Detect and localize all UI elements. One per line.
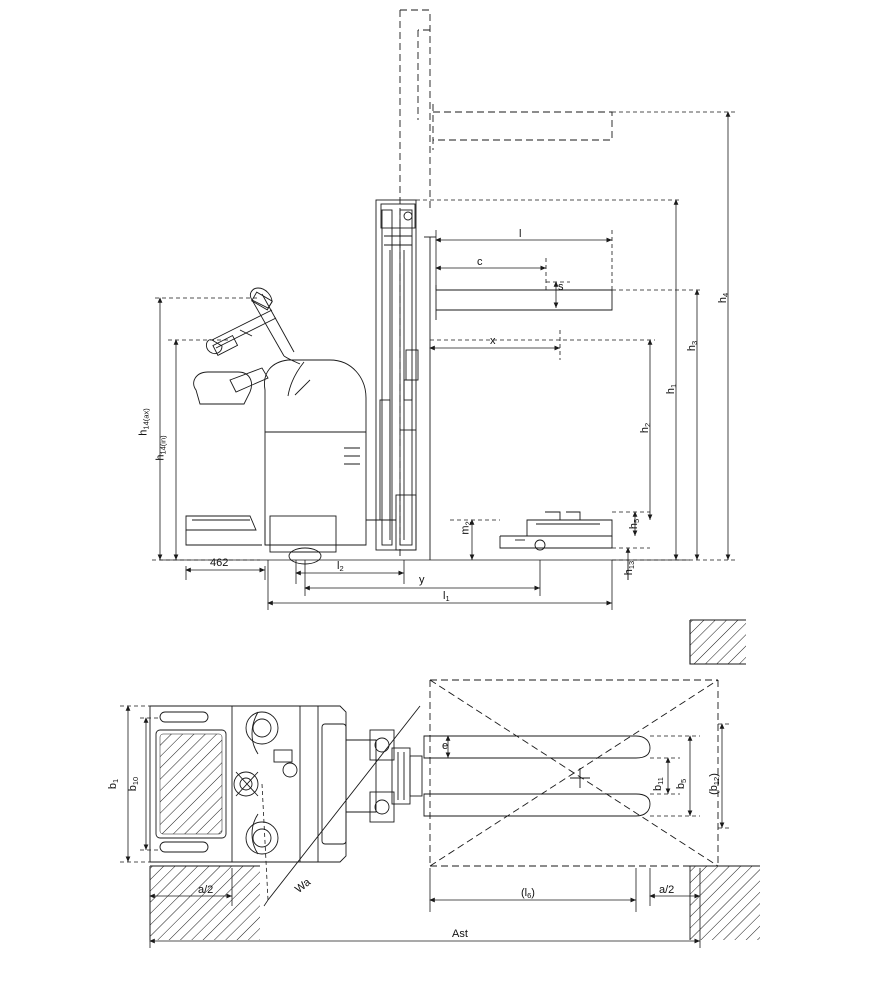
dim-label-s: s xyxy=(558,281,564,293)
dim-label-b11: $b_{11}$ xyxy=(651,777,665,791)
plan-chassis xyxy=(150,706,422,862)
plan-forks xyxy=(424,736,650,816)
mast-assembly xyxy=(376,200,418,550)
dim-label-Ast: Ast xyxy=(452,928,468,940)
dim-label-h14min: $h_{14(in)}$ xyxy=(154,435,168,461)
dim-label-m2: $m_2$ xyxy=(459,521,473,535)
lower-forks xyxy=(500,512,612,550)
hatch-block-side xyxy=(690,620,746,664)
dim-label-x: x xyxy=(490,335,496,347)
dim-label-b12: $(b_{12})$ xyxy=(707,773,721,795)
dim-label-h14max: $h_{14(ax)}$ xyxy=(137,408,151,436)
dimension-lines-side xyxy=(152,112,735,610)
dim-label-a2-left: a/2 xyxy=(198,884,214,896)
dim-label-h2: $h_2$ xyxy=(639,422,653,434)
dim-label-a2-right: a/2 xyxy=(659,884,675,896)
dim-label-l: l xyxy=(519,228,522,240)
dim-label-Wa: Wa xyxy=(293,876,314,896)
tiller-arms xyxy=(206,288,310,396)
dim-label-h5: $h_5$ xyxy=(628,518,642,530)
dim-label-h13: $h_{13}$ xyxy=(623,560,637,576)
dim-label-b5: $b_5$ xyxy=(675,778,689,790)
dim-label-y: y xyxy=(419,574,425,586)
dim-label-b1: $b_1$ xyxy=(107,778,121,790)
dim-label-e: e xyxy=(442,740,449,752)
dim-label-c: c xyxy=(477,256,483,268)
dim-label-l1: $l_1$ xyxy=(443,590,450,603)
dim-label-l2: $l_2$ xyxy=(337,560,344,573)
mast-extended-outline xyxy=(400,10,433,560)
fork-carriage xyxy=(424,237,612,560)
aisle-envelope xyxy=(430,680,721,866)
dim-label-462: 462 xyxy=(210,557,229,569)
dim-label-h3: $h_3$ xyxy=(686,340,700,352)
raised-fork-outline xyxy=(433,104,612,150)
truck-body xyxy=(186,360,396,564)
dim-label-l6: $(l_6)$ xyxy=(521,887,535,900)
dim-label-b10: $b_{10}$ xyxy=(127,776,141,792)
dim-label-h4: $h_4$ xyxy=(717,292,731,304)
dim-label-h1: $h_1$ xyxy=(665,383,679,395)
